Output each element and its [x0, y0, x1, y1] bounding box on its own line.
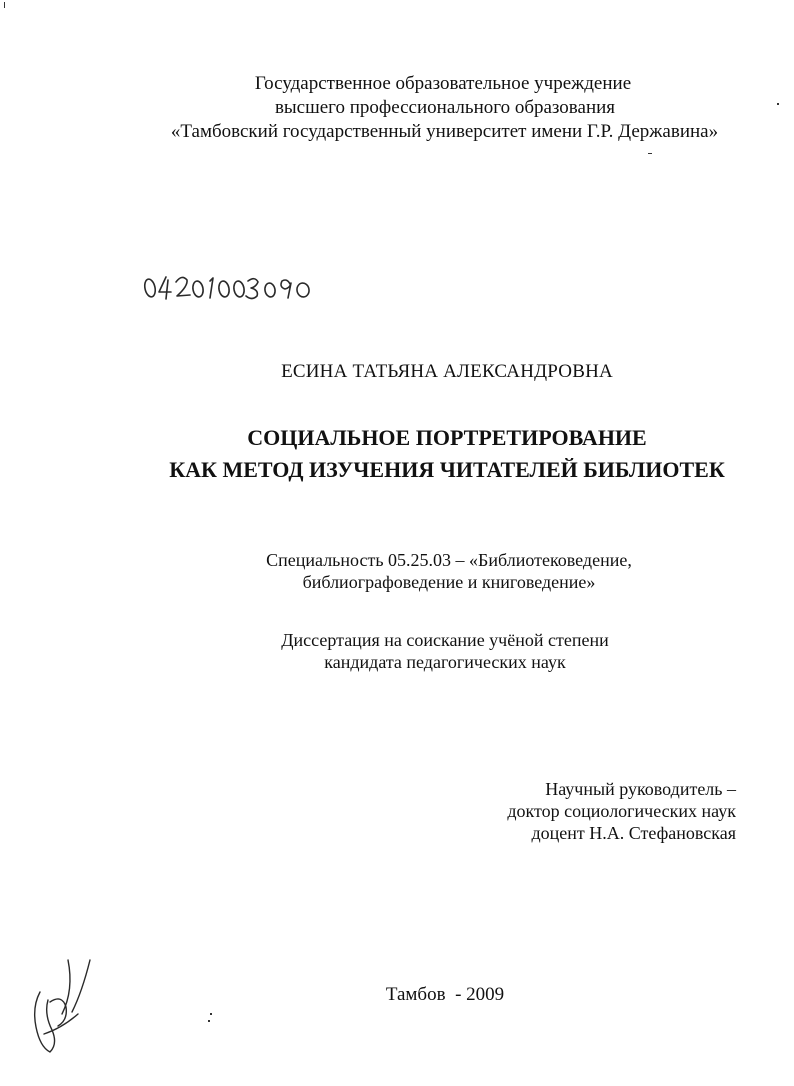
institution-line-1: Государственное образовательное учреждение [254, 73, 632, 94]
title-line-1: СОЦИАЛЬНОЕ ПОРТРЕТИРОВАНИЕ [247, 425, 647, 450]
degree-statement [48, 629, 794, 673]
handwritten-signature [22, 952, 102, 1062]
city-year-text: Тамбов - 2009 [385, 984, 505, 1005]
scan-speck [648, 153, 652, 154]
dissertation-title [50, 422, 794, 486]
scan-speck [208, 1020, 210, 1022]
institution-header [45, 72, 794, 144]
supervisor-line-3: доцент Н.А. Стефановская [531, 823, 736, 843]
specialty-line-1: Специальность 05.25.03 – «Библиотековедение, [266, 550, 632, 570]
scan-speck [777, 103, 779, 105]
degree-line-2: кандидата педагогических наук [324, 652, 566, 672]
supervisor-line-2: доктор социологических наук [507, 801, 736, 821]
supervisor-line-1: Научный руководитель – [545, 779, 736, 799]
specialty-line-2: библиографоведение и книговедение» [302, 572, 596, 592]
author-full-name: ЕСИНА ТАТЬЯНА АЛЕКСАНДРОВНА [281, 361, 613, 382]
city-year-footer [48, 983, 794, 1007]
scan-speck [4, 2, 5, 8]
institution-line-2: высшего профессионального образования [274, 97, 616, 118]
scan-speck [210, 1013, 212, 1015]
supervisor-block [507, 778, 736, 844]
author-name [50, 360, 794, 384]
degree-line-1: Диссертация на соискание учёной степени [281, 630, 609, 650]
handwritten-registration-number [140, 268, 340, 308]
institution-line-3: «Тамбовский государственный университет имени Г.Р. Державина» [170, 121, 719, 142]
specialty-block [52, 549, 794, 593]
title-line-2: КАК МЕТОД ИЗУЧЕНИЯ ЧИТАТЕЛЕЙ БИБЛИОТЕК [169, 457, 725, 482]
